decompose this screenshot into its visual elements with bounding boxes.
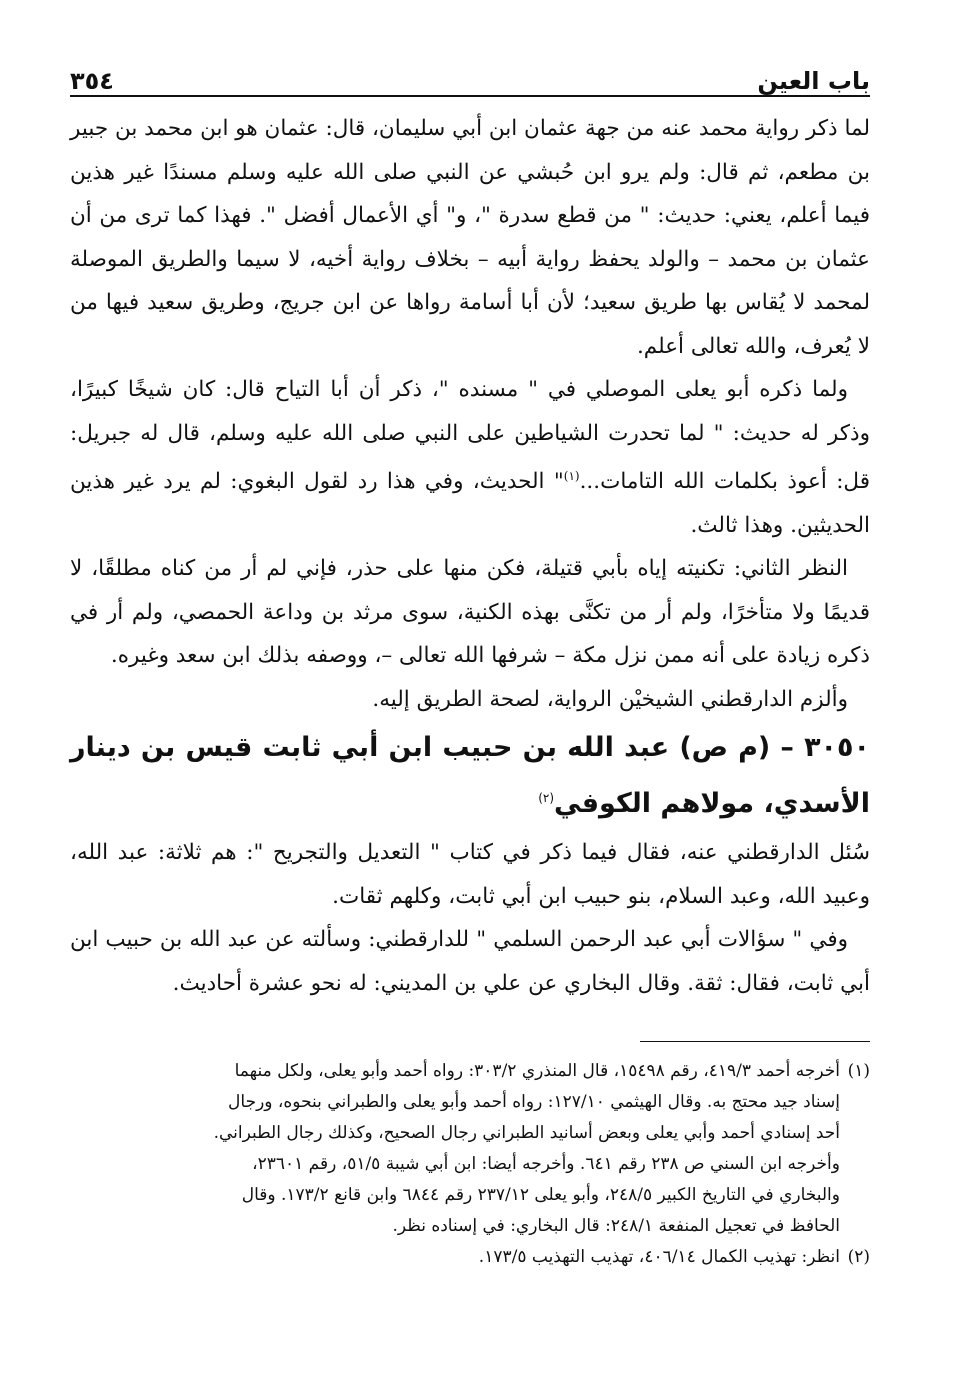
page-number: ٣٥٤ bbox=[70, 67, 114, 95]
main-text bbox=[70, 107, 870, 1005]
paragraph-3: النظر الثاني: تكنيته إياه بأبي قتيلة، فكن منها على حذر، فإني لم أر من كناه مطلقًا، لا قديمًا ولا متأخرًا، ولم أر من تكنَّى بهذه الكنية، سوى مرثد بن وداعة الحمصي، ولم أر في ذكره زيادة على أنه ممن نزل مكة – شرفها الله تعالى –، ووصفه بذلك ابن سعد وغيره. bbox=[70, 556, 870, 669]
entry-heading bbox=[70, 723, 870, 829]
chapter-title: باب العين bbox=[757, 67, 870, 95]
paragraph-1: لما ذكر رواية محمد عنه من جهة عثمان ابن أبي سليمان، قال: عثمان هو ابن محمد بن جبير بن مطعم، ثم قال: ولم يرو ابن حُبشي عن النبي صلى الله عليه وسلم مسندًا غير هذين فيما أعلم، يعني: حديث: " من قطع سدرة "، و" أي الأعمال أفضل ". فهذا كما ترى من أن عثمان بن محمد – والولد يحفظ رواية أبيه – بخلاف رواية أخيه، لا سيما والطريق الموصلة لمحمد لا يُقاس بها طريق سعيد؛ لأن أبا أسامة رواها عن ابن جريج، وطريق سعيد فيها من لا يُعرف، والله تعالى أعلم. bbox=[70, 116, 870, 359]
footnote-1-line-6: الحافظ في تعجيل المنفعة ٢٤٨/١: قال البخاري: في إسناده نظر. bbox=[392, 1216, 840, 1237]
footnotes bbox=[70, 1056, 870, 1273]
footnote-2-number: (٢) bbox=[847, 1247, 870, 1268]
running-header bbox=[70, 55, 870, 97]
footnote-1 bbox=[70, 1056, 870, 1087]
paragraph-4: وألزم الدارقطني الشيخيْن الرواية، لصحة الطريق إليه. bbox=[372, 686, 848, 712]
book-page bbox=[70, 55, 870, 1345]
paragraph-2 bbox=[70, 368, 870, 547]
footnote-1-line-4: وأخرجه ابن السني ص ٢٣٨ رقم ٦٤١. وأخرجه أيضا: ابن أبي شيبة ٥١/٥، رقم ٢٣٦٠١، bbox=[252, 1154, 840, 1175]
footnote-1-line-2: إسناد جيد محتج به. وقال الهيثمي ١٢٧/١٠: رواه أحمد وأبو يعلى والطبراني بنحوه، ورجال bbox=[228, 1092, 840, 1113]
footnote-ref-2[interactable]: (٢) bbox=[538, 791, 555, 806]
footnote-divider bbox=[640, 1041, 870, 1042]
entry-heading-text: ٣٠٥٠ – (م ص) عبد الله بن حبيب ابن أبي ثابت قيس بن دينار الأسدي، مولاهم الكوفي bbox=[70, 732, 870, 820]
paragraph-2-part-1: ولما ذكره أبو يعلى الموصلي في " مسنده "، ذكر أن أبا التياح قال: كان شيخًا كبيرًا، وذكر له حديث: " لما تحدرت الشياطين على النبي صلى الله عليه وسلم، قال له جبريل: قل: أعوذ بكلمات الله التامات... bbox=[70, 377, 870, 495]
footnote-2-line-1: انظر: تهذيب الكمال ٤٠٦/١٤، تهذيب التهذيب ١٧٣/٥. bbox=[478, 1247, 840, 1268]
footnote-1-line-1: أخرجه أحمد ٤١٩/٣، رقم ١٥٤٩٨، قال المنذري ٣٠٣/٢: رواه أحمد وأبو يعلى، ولكل منهما bbox=[234, 1061, 840, 1082]
footnote-2 bbox=[70, 1242, 870, 1273]
footnote-1-number: (١) bbox=[847, 1061, 870, 1082]
footnote-ref-1[interactable]: (١) bbox=[563, 469, 580, 483]
paragraph-5: سُئل الدارقطني عنه، فقال فيما ذكر في كتاب " التعديل والتجريح ": هم ثلاثة: عبد الله، وعبيد الله، وعبد السلام، بنو حبيب ابن أبي ثابت، وكلهم ثقات. bbox=[70, 840, 870, 909]
paragraph-2-part-2: " الحديث، وفي هذا رد لقول البغوي: لم يرد غير هذين الحديثين. وهذا ثالث. bbox=[70, 469, 870, 538]
footnote-1-line-3: أحد إسنادي أحمد وأبي يعلى وبعض أسانيد الطبراني رجال الصحيح، وكذلك رجال الطبراني. bbox=[213, 1123, 840, 1144]
paragraph-6: وفي " سؤالات أبي عبد الرحمن السلمي " للدارقطني: وسألته عن عبد الله بن حبيب ابن أبي ثابت، فقال: ثقة. وقال البخاري عن علي بن المديني: له نحو عشرة أحاديث. bbox=[70, 927, 870, 996]
footnote-1-line-5: والبخاري في التاريخ الكبير ٢٤٨/٥، وأبو يعلى ٢٣٧/١٢ رقم ٦٨٤٤ وابن قانع ١٧٣/٢. وقال bbox=[241, 1185, 840, 1206]
